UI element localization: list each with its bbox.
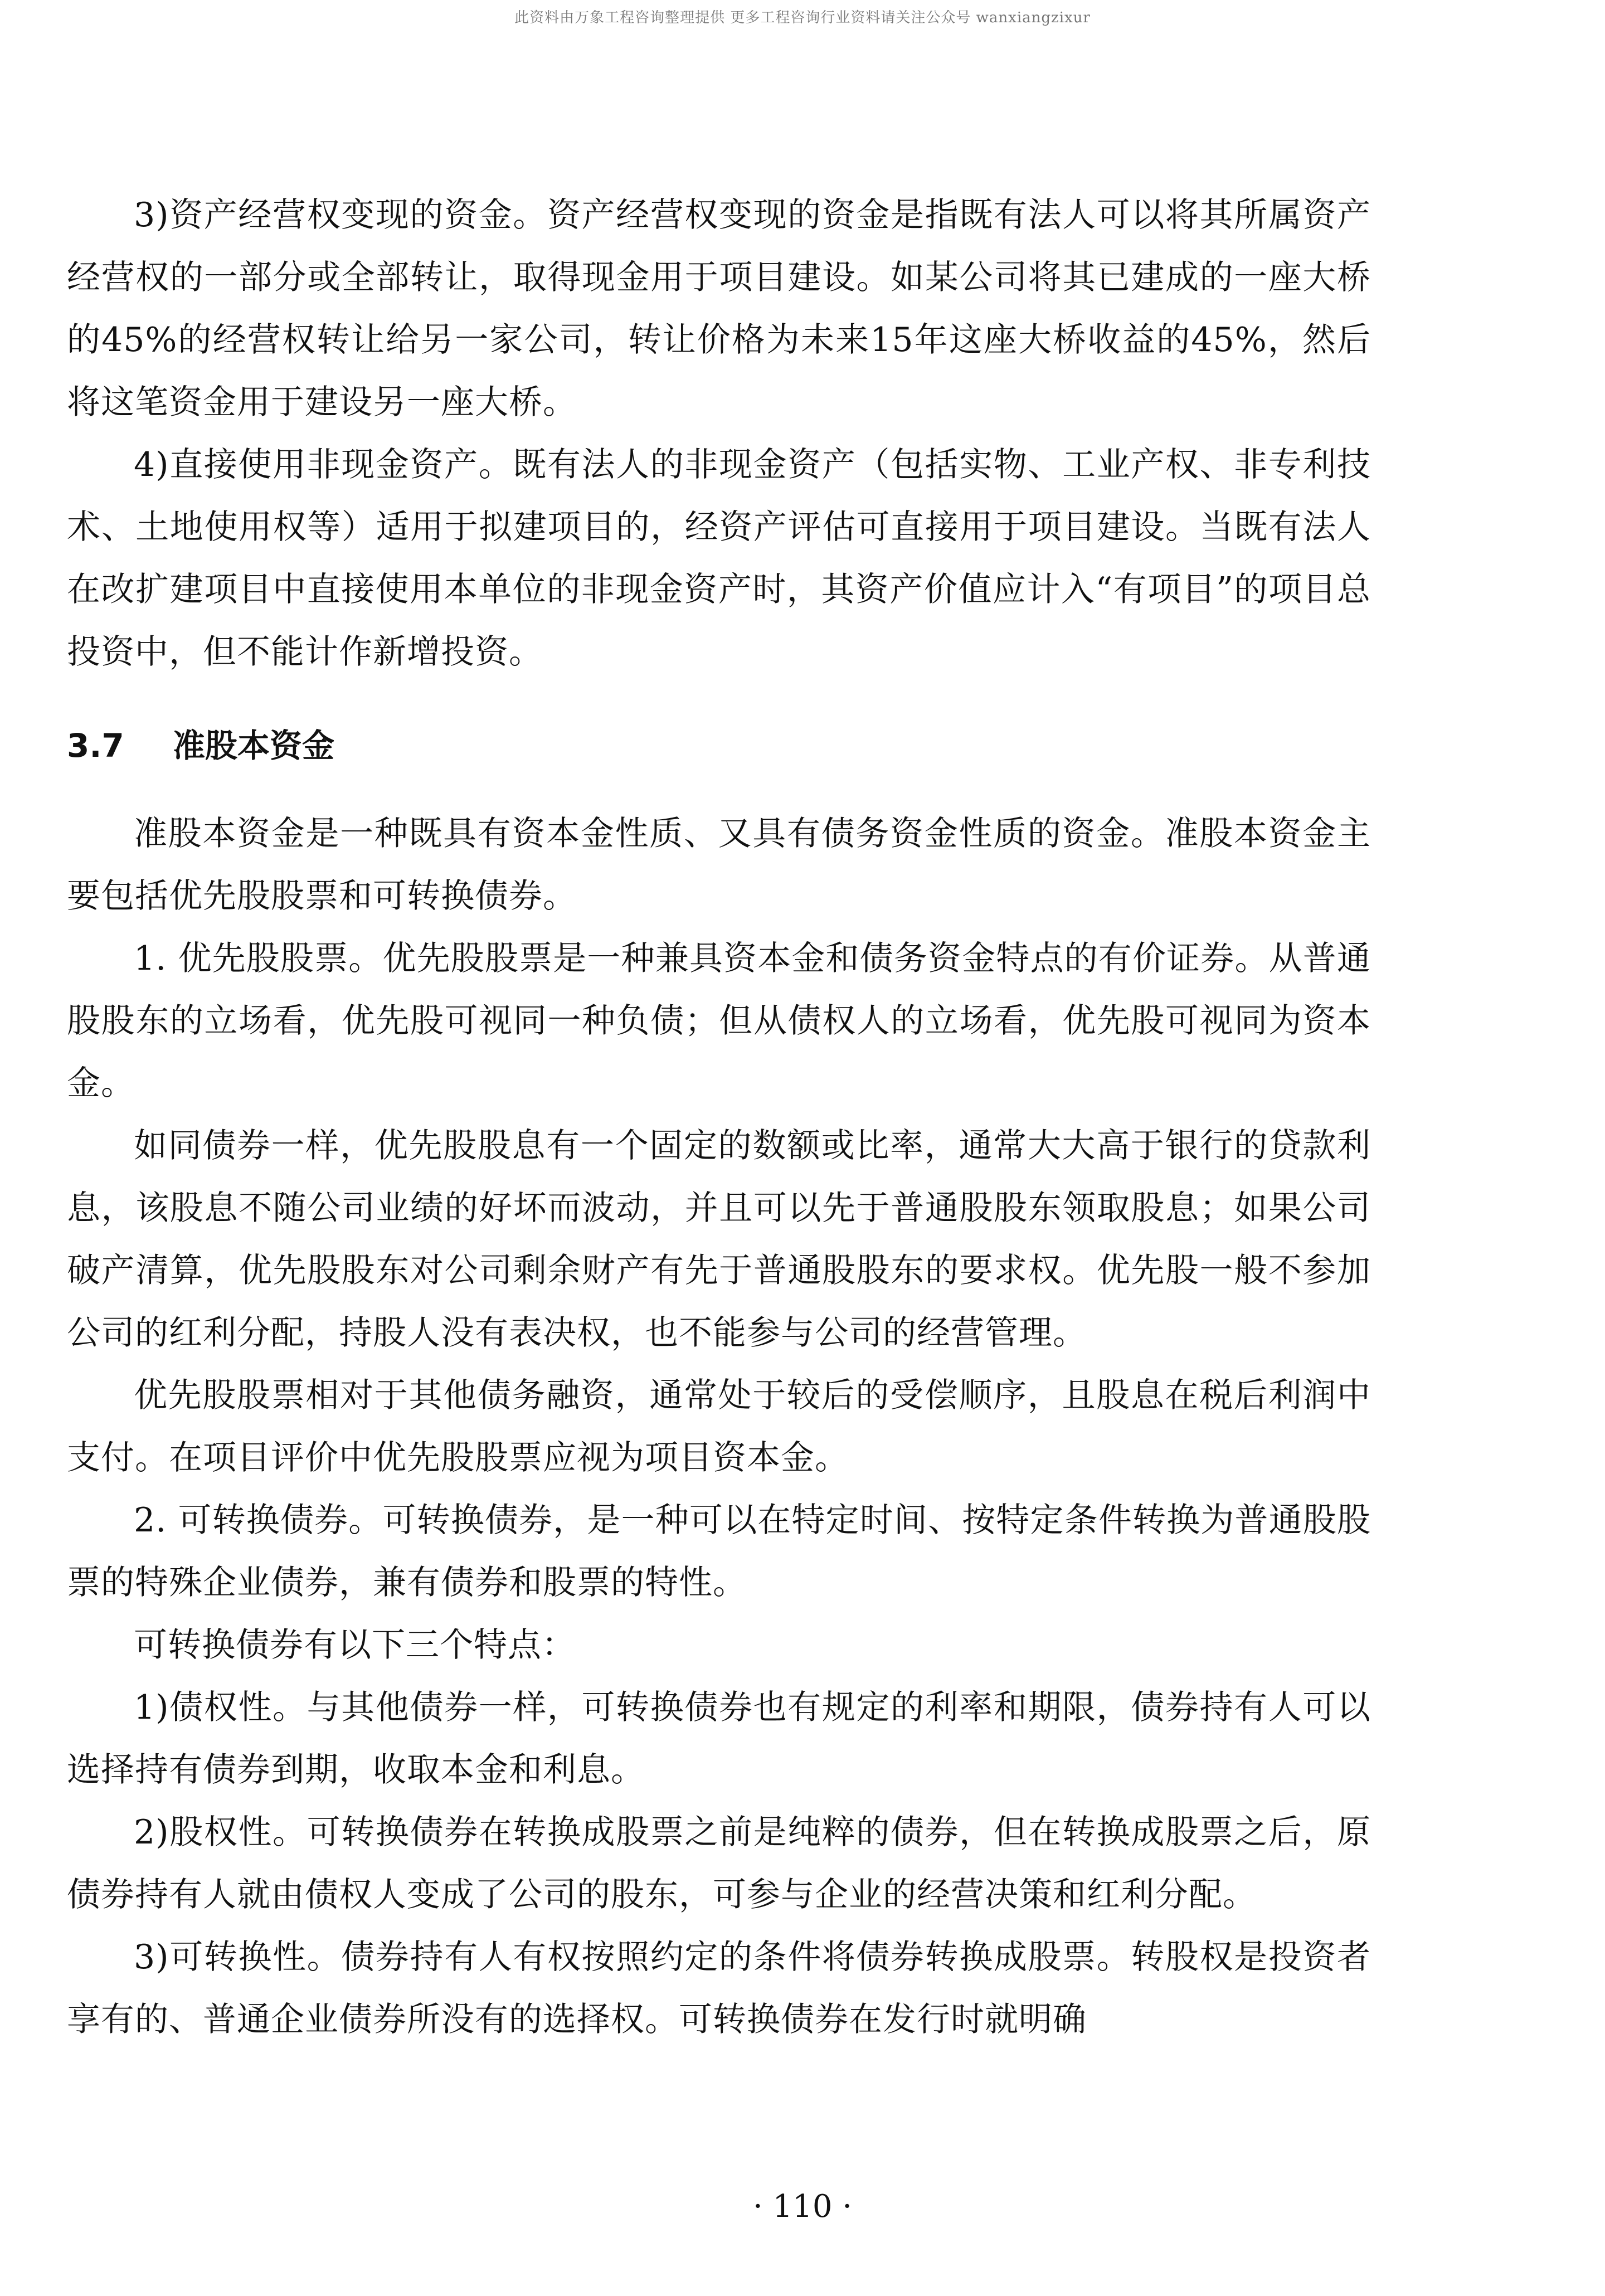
- header-note: 此资料由万象工程咨询整理提供 更多工程咨询行业资料请关注公众号 wanxiangzixur: [514, 9, 1091, 26]
- paragraph-convertible-features-intro: 可转换债券有以下三个特点：: [134, 1626, 576, 1665]
- paragraph-preferred-dividend: 如同债券一样，优先股股息有一个固定的数额或比率，通常大大高于银行的贷款利息，该股息不随公司业绩的好坏而波动，并且可以先于普通股股东领取股息；如果公司破产清算，优先股股东对公司剩余财产有先于普通股股东的要求权。优先股一般不参加公司的红利分配，持股人没有表决权，也不能参与公司的经营管理。: [67, 1126, 1371, 1353]
- paragraph-quasi-equity-definition: 准股本资金是一种既具有资本金性质、又具有债务资金性质的资金。准股本资金主要包括优先股股票和可转换债券。: [67, 814, 1371, 916]
- paragraph-non-cash-assets: 4)直接使用非现金资产。既有法人的非现金资产（包括实物、工业产权、非专利技术、土地使用权等）适用于拟建项目的，经资产评估可直接用于项目建设。当既有法人在改扩建项目中直接使用本单位的非现金资产时，其资产价值应计入“有项目”的项目总投资中，但不能计作新增投资。: [67, 445, 1371, 672]
- page-body: [67, 184, 1371, 2051]
- paragraph-preferred-stock: 1. 优先股股票。优先股股票是一种兼具资本金和债务资金特点的有价证券。从普通股股东的立场看，优先股可视同一种负债；但从债权人的立场看，优先股可视同为资本金。: [67, 939, 1371, 1103]
- paragraph-convertibility: 3)可转换性。债券持有人有权按照约定的条件将债券转换成股票。转股权是投资者享有的、普通企业债券所没有的选择权。可转换债券在发行时就明确: [67, 1938, 1371, 2039]
- paragraph-convertible-bond: 2. 可转换债券。可转换债券，是一种可以在特定时间、按特定条件转换为普通股股票的特殊企业债券，兼有债券和股票的特性。: [67, 1501, 1371, 1602]
- paragraph-preferred-repayment-order: 优先股股票相对于其他债务融资，通常处于较后的受偿顺序，且股息在税后利润中支付。在项目评价中优先股股票应视为项目资本金。: [67, 1376, 1371, 1477]
- page-number: · 110 ·: [752, 2188, 853, 2225]
- paragraph-debt-nature: 1)债权性。与其他债券一样，可转换债券也有规定的利率和期限，债券持有人可以选择持有债券到期，收取本金和利息。: [67, 1688, 1371, 1789]
- paragraph-asset-operation-rights: 3)资产经营权变现的资金。资产经营权变现的资金是指既有法人可以将其所属资产经营权的一部分或全部转让，取得现金用于项目建设。如某公司将其已建成的一座大桥的45%的经营权转让给另一家公司，转让价格为未来15年这座大桥收益的45%，然后将这笔资金用于建设另一座大桥。: [67, 196, 1371, 422]
- section-title: 准股本资金: [173, 727, 335, 765]
- section-number: 3.7: [67, 727, 124, 765]
- paragraph-equity-nature: 2)股权性。可转换债券在转换成股票之前是纯粹的债券，但在转换成股票之后，原债券持有人就由债权人变成了公司的股东，可参与企业的经营决策和红利分配。: [67, 1813, 1371, 1914]
- section-heading: [67, 723, 1371, 768]
